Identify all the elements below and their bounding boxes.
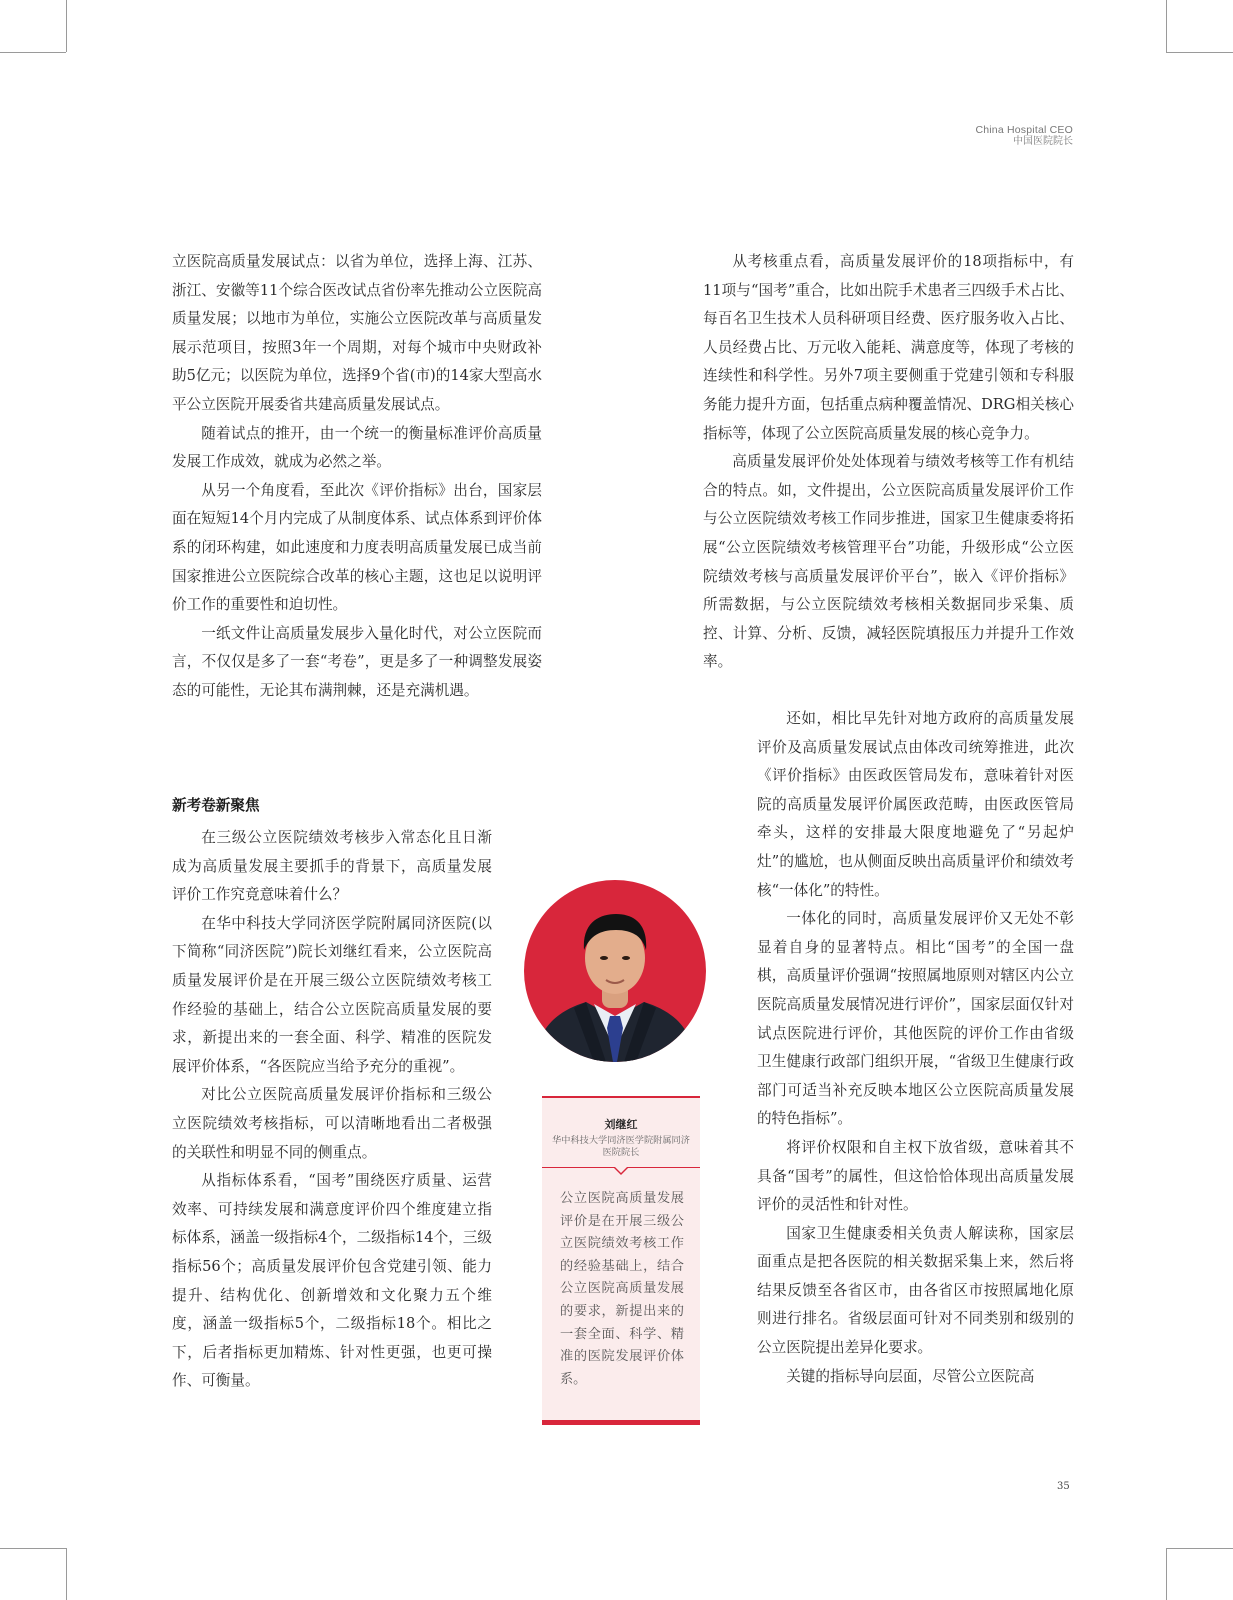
body-paragraph: 在三级公立医院绩效考核步入常态化且日渐成为高质量发展主要抓手的背景下，高质量发展评价工作究竟意味着什么？ (172, 829, 492, 904)
body-paragraph: 对比公立医院高质量发展评价指标和三级公立医院绩效考核指标，可以清晰地看出二者极强的关联性和明显不同的侧重点。 (172, 1086, 492, 1161)
profile-quote: 公立医院高质量发展评价是在开展三级公立医院绩效考核工作的经验基础上，结合公立医院高质量发展的要求，新提出来的一套全面、科学、精准的医院发展评价体系。 (560, 1191, 684, 1387)
body-paragraph: 还如，相比早先针对地方政府的高质量发展评价及高质量发展试点由体改司统筹推进，此次《评价指标》由医政医管局发布，意味着针对医院的高质量发展评价属医政范畴，由医政医管局牵头，这样的安排最大限度地避免了“另起炉灶”的尴尬，也从侧面反映出高质量评价和绩效考核“一体化”的特性。 (757, 710, 1074, 899)
body-paragraph: 国家卫生健康委相关负责人解读称，国家层面重点是把各医院的相关数据采集上来，然后将结果反馈至各省区市，由各省区市按照属地化原则进行排名。省级层面可针对不同类别和级别的公立医院提出差异化要求。 (757, 1224, 1074, 1357)
crop-mark (1166, 0, 1167, 52)
body-paragraph: 一纸文件让高质量发展步入量化时代，对公立医院而言，不仅仅是多了一套“考卷”，更是多了一种调整发展姿态的可能性，无论其布满荆棘，还是充满机遇。 (172, 624, 542, 699)
crop-mark (1166, 1548, 1233, 1549)
body-paragraph: 从另一个角度看，至此次《评价指标》出台，国家层面在短短14个月内完成了从制度体系、试点体系到评价体系的闭环构建，如此速度和力度表明高质量发展已成当前国家推进公立医院综合改革的核心主题，这也足以说明评价工作的重要性和迫切性。 (172, 481, 542, 614)
body-paragraph: 从指标体系看，“国考”围绕医疗质量、运营效率、可持续发展和满意度评价四个维度建立指标体系，涵盖一级指标4个，二级指标14个，三级指标56个；高质量发展评价包含党建引领、能力提升、结构优化、创新增效和文化聚力五个维度，涵盖一级指标5个，二级指标18个。相比之下，后者指标更加精炼、针对性更强，也更可操作、可衡量。 (172, 1172, 492, 1390)
crop-mark (0, 1548, 66, 1549)
profile-divider (542, 1167, 700, 1168)
right-column-top (703, 248, 1074, 677)
portrait-photo (524, 880, 706, 1062)
profile-card (542, 1096, 700, 1425)
left-column-top (172, 248, 542, 706)
section-heading: 新考卷新聚焦 (172, 797, 260, 814)
body-paragraph: 立医院高质量发展试点：以省为单位，选择上海、江苏、浙江、安徽等11个综合医改试点省份率先推动公立医院高质量发展；以地市为单位，实施公立医院改革与高质量发展示范项目，按照3年一个周期，对每个城市中央财政补助5亿元；以医院为单位，选择9个省(市)的14家大型高水平公立医院开展委省共建高质量发展试点。 (172, 253, 542, 413)
body-paragraph: 关键的指标导向层面，尽管公立医院高 (786, 1367, 1035, 1385)
masthead-chinese: 中国医院院长 (1013, 136, 1073, 147)
masthead-english: China Hospital CEO (975, 124, 1073, 136)
body-paragraph: 将评价权限和自主权下放省级，意味着其不具备“国考”的属性，但这恰恰体现出高质量发展评价的灵活性和针对性。 (757, 1138, 1074, 1214)
left-column-bottom (172, 824, 492, 1396)
divider-notch-icon (614, 1168, 628, 1175)
page-number: 35 (1057, 1481, 1070, 1492)
body-paragraph: 一体化的同时，高质量发展评价又无处不彰显着自身的显著特点。相比“国考”的全国一盘棋，高质量评价强调“按照属地原则对辖区内公立医院高质量发展情况进行评价”，国家层面仅针对试点医院进行评价，其他医院的评价工作由省级卫生健康行政部门组织开展，“省级卫生健康行政部门可适当补充反映本地区公立医院高质量发展的特色指标”。 (757, 910, 1074, 1128)
profile-name: 刘继红 (604, 1118, 638, 1131)
body-paragraph: 随着试点的推开，由一个统一的衡量标准评价高质量发展工作成效，就成为必然之举。 (172, 424, 542, 471)
crop-mark (66, 1548, 67, 1600)
body-paragraph: 高质量发展评价处处体现着与绩效考核等工作有机结合的特点。如，文件提出，公立医院高质量发展评价工作与公立医院绩效考核工作同步推进，国家卫生健康委将拓展“公立医院绩效考核管理平台”功能，升级形成“公立医院绩效考核与高质量发展评价平台”，嵌入《评价指标》所需数据，与公立医院绩效考核相关数据同步采集、质控、计算、分析、反馈，减轻医院填报压力并提升工作效率。 (703, 453, 1074, 671)
profile-title: 华中科技大学同济医学院附属同济医院院长 (552, 1135, 690, 1158)
body-paragraph: 在华中科技大学同济医学院附属同济医院(以下简称“同济医院”)院长刘继红看来，公立医院高质量发展评价是在开展三级公立医院绩效考核工作经验的基础上，结合公立医院高质量发展的要求，新提出来的一套全面、科学、精准的医院发展评价体系，“各医院应当给予充分的重视”。 (172, 914, 492, 1075)
magazine-masthead (975, 124, 1073, 148)
crop-mark (66, 0, 67, 52)
body-paragraph: 从考核重点看，高质量发展评价的18项指标中，有11项与“国考”重合，比如出院手术患者三四级手术占比、每百名卫生技术人员科研项目经费、医疗服务收入占比、人员经费占比、万元收入能耗、满意度等，体现了考核的连续性和科学性。另外7项主要侧重于党建引领和专科服务能力提升方面，包括重点病种覆盖情况、DRG相关核心指标等，体现了公立医院高质量发展的核心竞争力。 (703, 253, 1074, 442)
crop-mark (1166, 52, 1233, 53)
right-column-bottom (757, 705, 1074, 1391)
crop-mark (1166, 1548, 1167, 1600)
portrait-illustration (524, 880, 706, 1062)
crop-mark (0, 52, 66, 53)
